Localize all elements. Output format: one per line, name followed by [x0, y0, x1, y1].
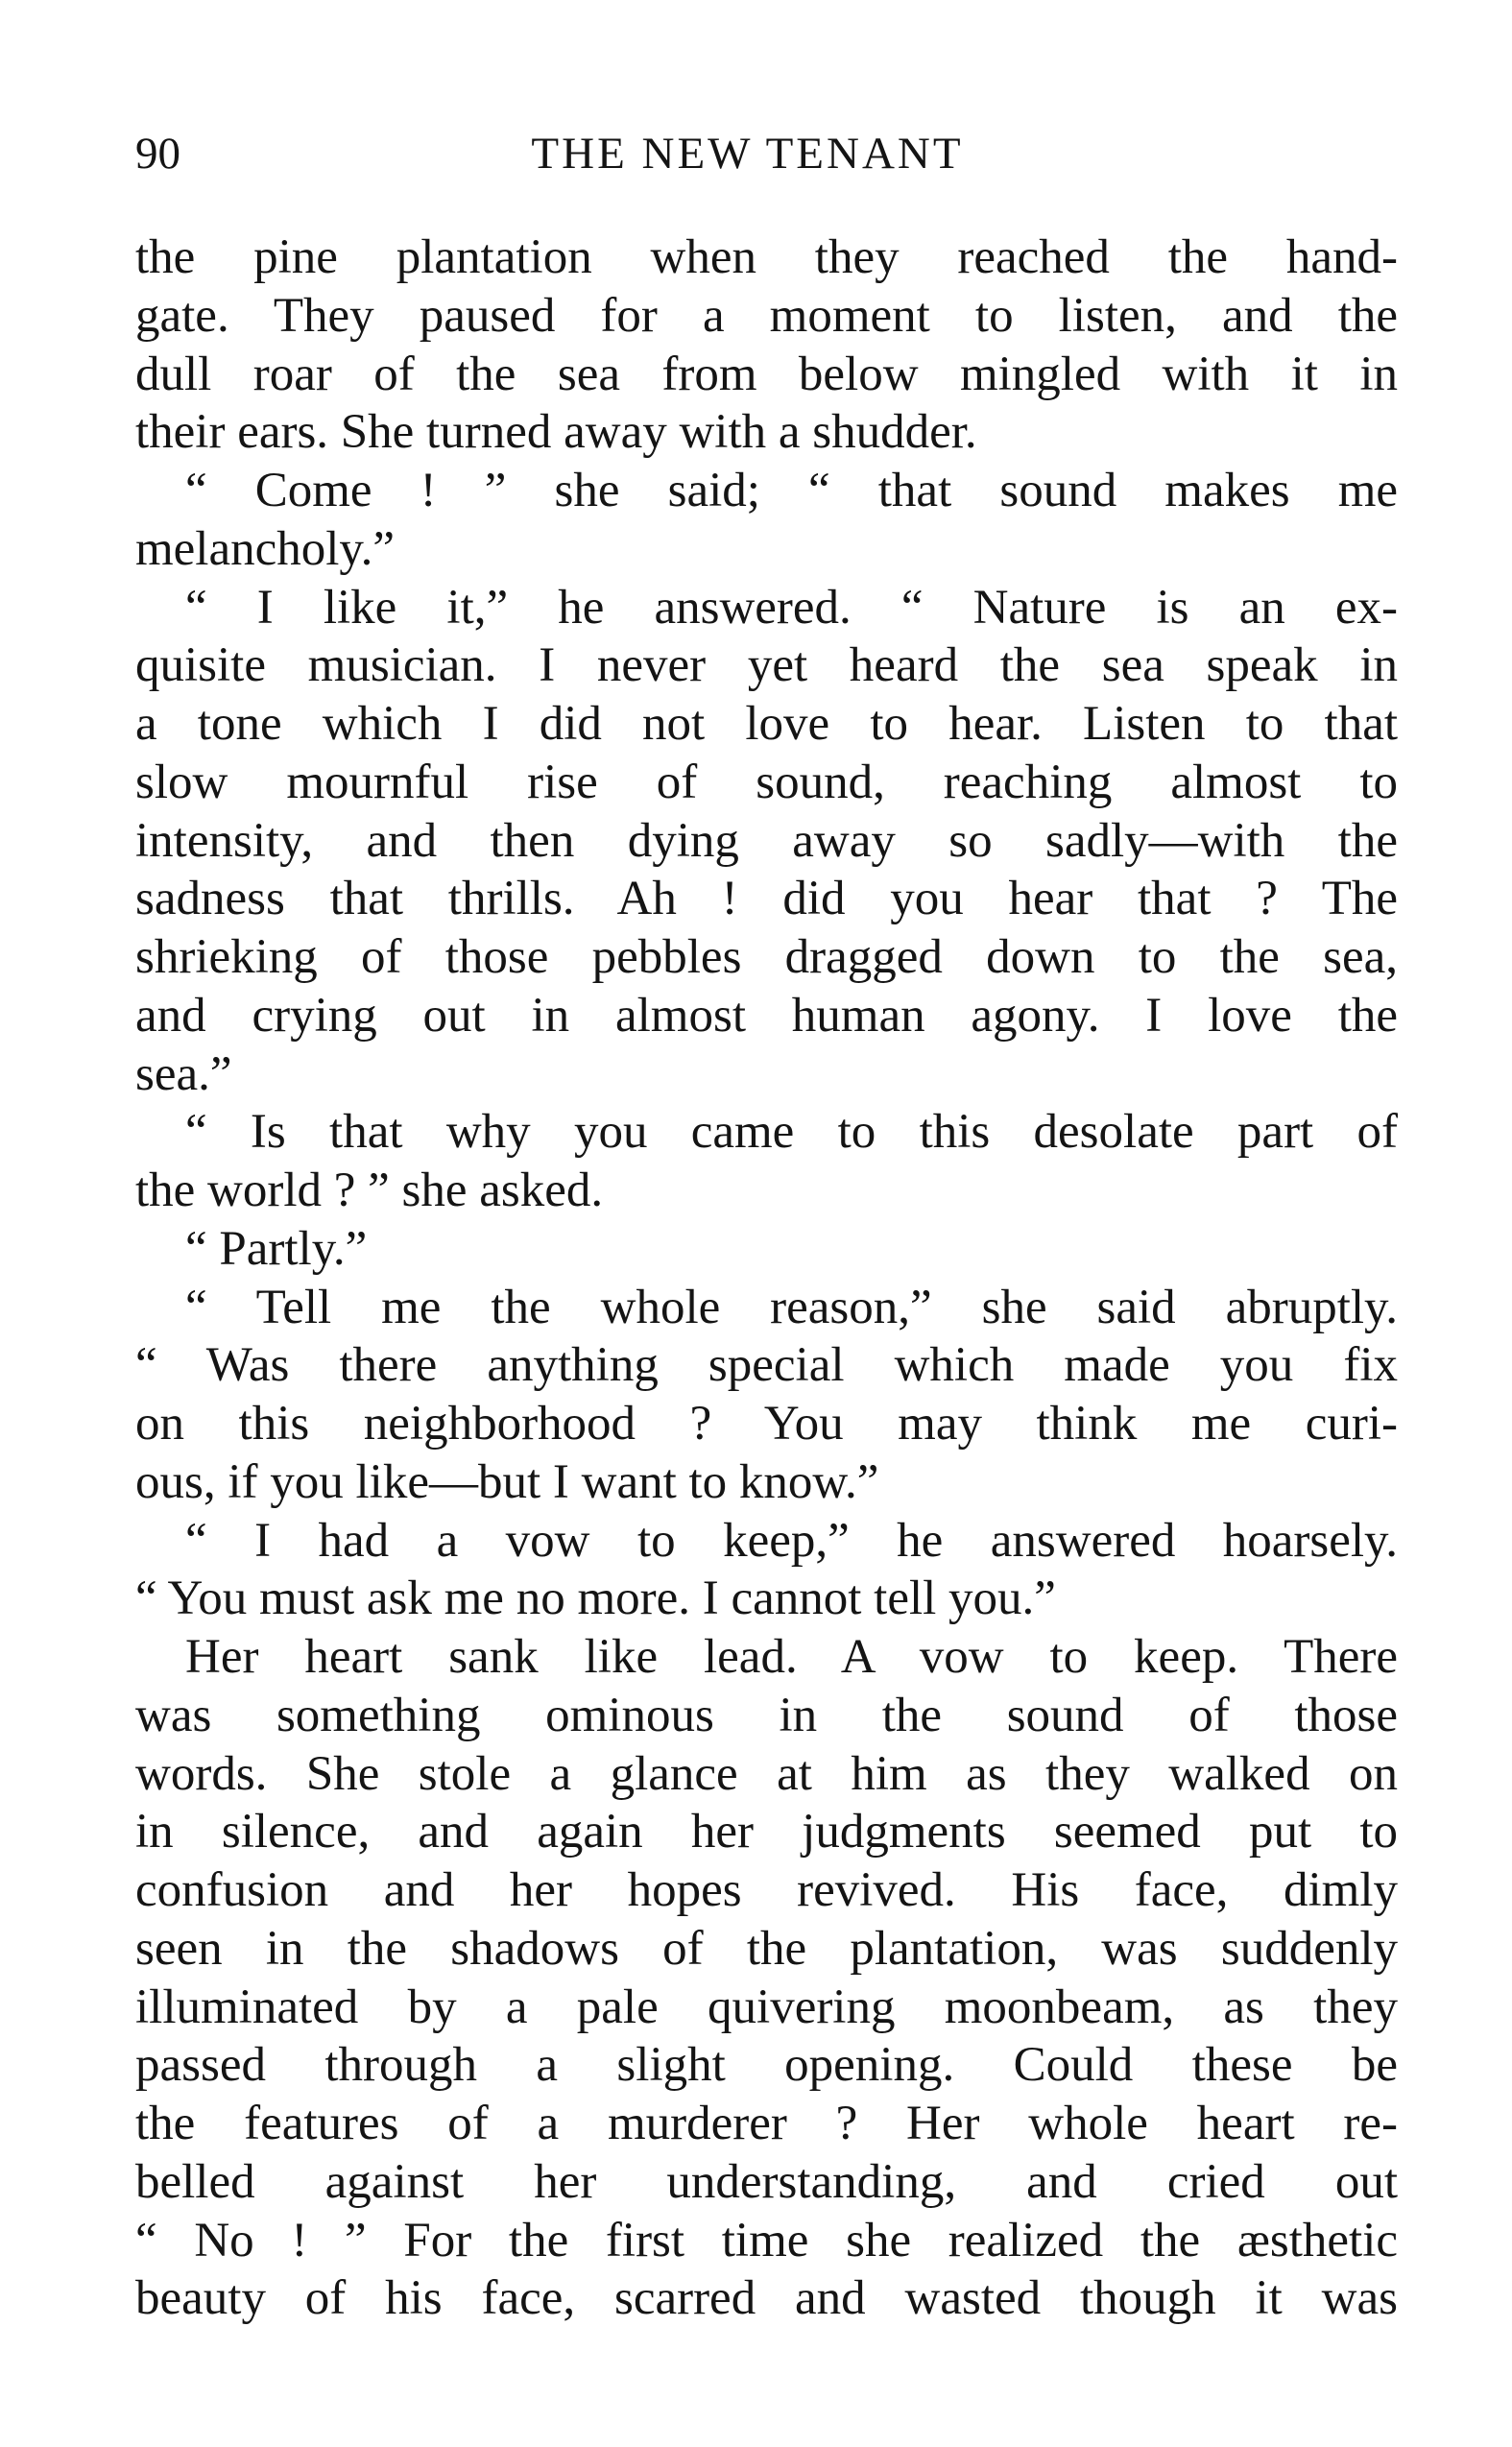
running-head	[135, 125, 1398, 182]
text-line: Her heart sank like lead. A vow to keep. There	[185, 1630, 1398, 1684]
text-line: “ Tell me the whole reason,” she said abruptly.	[185, 1280, 1398, 1334]
text-line: slow mournful rise of sound, reaching almost to	[135, 755, 1398, 809]
text-line: a tone which I did not love to hear. Listen to that	[135, 697, 1398, 751]
book-page	[135, 125, 1398, 2328]
text-line: belled against her understanding, and cried out	[135, 2154, 1398, 2209]
text-line: and crying out in almost human agony. I love the	[135, 988, 1398, 1043]
text-line: quisite musician. I never yet heard the sea speak in	[135, 638, 1398, 693]
text-line: was something ominous in the sound of those	[135, 1688, 1398, 1742]
text-line: the world ? ” she asked.	[135, 1164, 604, 1217]
text-line: “ You must ask me no more. I cannot tell you.”	[135, 1571, 1056, 1626]
text-line: dull roar of the sea from below mingled with it in	[135, 347, 1398, 401]
text-line: beauty of his face, scarred and wasted though it was	[135, 2271, 1398, 2326]
text-line: “ I like it,” he answered. “ Nature is an ex-	[185, 580, 1398, 635]
text-line: “ Partly.”	[185, 1221, 368, 1276]
text-line: gate. They paused for a moment to listen, and the	[135, 288, 1398, 343]
body-text	[135, 228, 1398, 2328]
text-line: “ Come ! ” she said; “ that sound makes me	[185, 464, 1398, 517]
text-line: seen in the shadows of the plantation, was suddenly	[135, 1921, 1398, 1976]
text-line: “ No ! ” For the first time she realized the æsthetic	[135, 2213, 1398, 2267]
text-line: sadness that thrills. Ah ! did you hear that ? The	[135, 872, 1398, 926]
text-line: confusion and her hopes revived. His face, dimly	[135, 1863, 1398, 1917]
text-line: words. She stole a glance at him as they walked on	[135, 1746, 1398, 1801]
text-line: illuminated by a pale quivering moonbeam, as they	[135, 1979, 1398, 2034]
text-line: “ I had a vow to keep,” he answered hoarsely.	[185, 1513, 1398, 1568]
running-head-title: THE NEW TENANT	[531, 129, 964, 179]
text-line: on this neighborhood ? You may think me curi-	[135, 1397, 1398, 1451]
text-line: shrieking of those pebbles dragged down to the sea,	[135, 930, 1398, 984]
text-line: intensity, and then dying away so sadly—with the	[135, 813, 1398, 868]
text-line: passed through a slight opening. Could these be	[135, 2038, 1398, 2093]
text-line: “ Is that why you came to this desolate part of	[185, 1105, 1398, 1160]
text-line: sea.”	[135, 1046, 232, 1101]
page-number: 90	[135, 129, 180, 179]
text-line: their ears. She turned away with a shudder.	[135, 405, 977, 460]
text-line: melancholy.”	[135, 521, 395, 576]
text-line: in silence, and again her judgments seemed put to	[135, 1805, 1398, 1859]
text-line: the features of a murderer ? Her whole heart re-	[135, 2097, 1398, 2150]
text-line: ous, if you like—but I want to know.”	[135, 1454, 879, 1509]
text-line: “ Was there anything special which made you fix	[135, 1338, 1398, 1393]
text-line: the pine plantation when they reached the hand-	[135, 230, 1398, 284]
